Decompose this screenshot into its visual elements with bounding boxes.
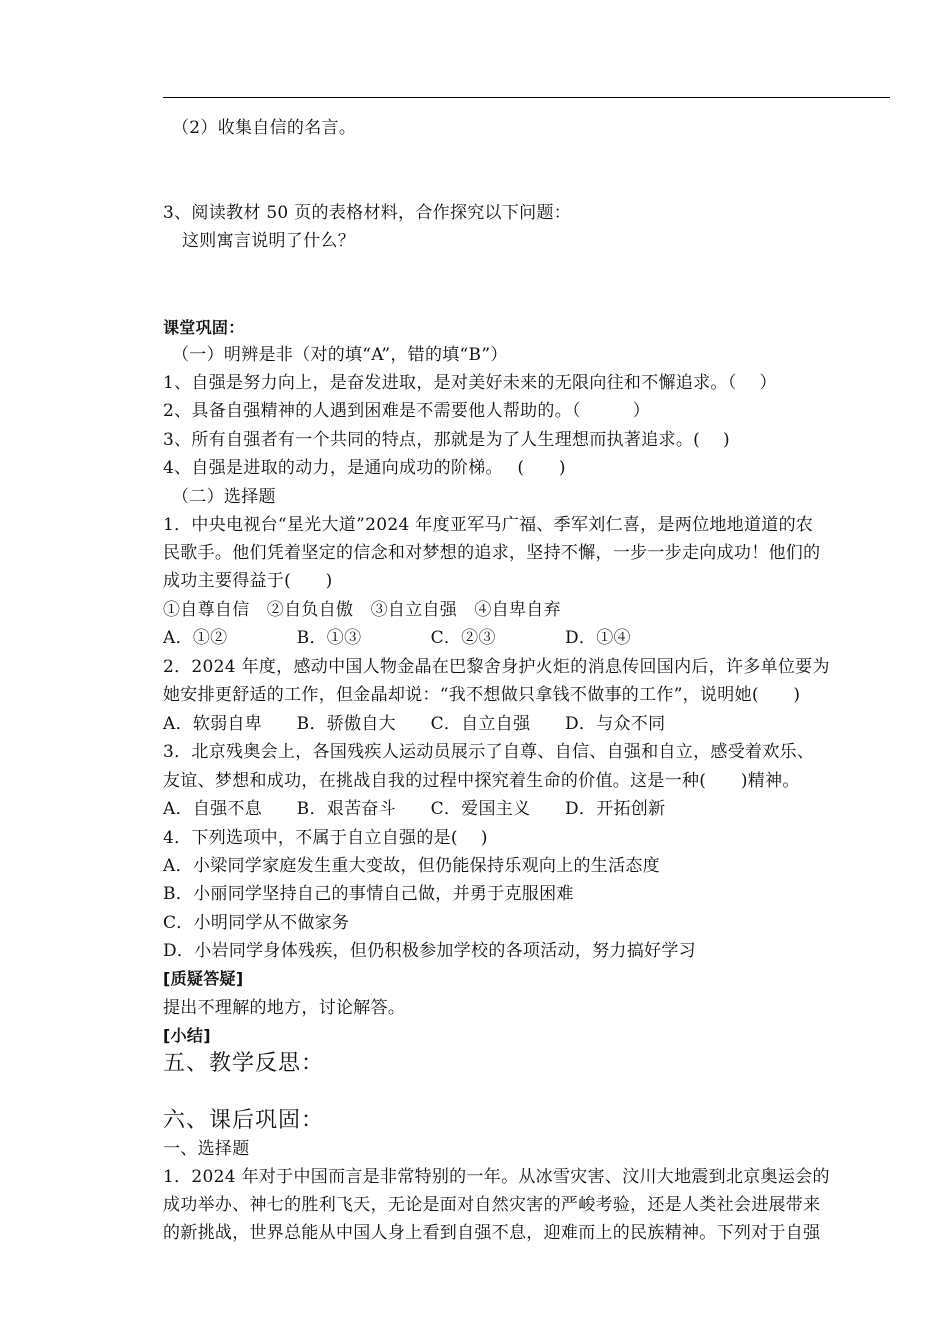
after-class-question-1-line-2: 成功举办、神七的胜利飞天，无论是面对自然灾害的严峻考验，还是人类社会进展带来 (163, 1195, 821, 1215)
after-class-part-1-heading: 一、选择题 (163, 1139, 250, 1159)
after-class-question-1-line-1: 1．2024 年对于中国而言是非常特别的一年。从冰雪灾害、汶川大地震到北京奥运会的 (163, 1167, 830, 1187)
questions-instruction: 提出不理解的地方，讨论解答。 (163, 998, 406, 1018)
section-heading-summary: [小结] (163, 1026, 211, 1045)
section-heading-after-class: 六、课后巩固： (163, 1108, 325, 1133)
task-3-heading: 3、阅读教材 50 页的表格材料，合作探究以下问题： (163, 203, 572, 223)
section-heading-teaching-reflection: 五、教学反思： (163, 1051, 325, 1076)
question-1-line-2: 民歌手。他们凭着坚定的信念和对梦想的追求，坚持不懈，一步一步走向成功！他们的 (163, 543, 821, 563)
question-4-option-b: B．小丽同学坚持自己的事情自己做，并勇于克服困难 (163, 884, 574, 904)
after-class-question-1-line-3: 的新挑战，世界总能从中国人身上看到自强不息，迎难而上的民族精神。下列对于自强 (163, 1223, 821, 1243)
question-1-statements: ①自尊自信 ②自负自傲 ③自立自强 ④自卑自弃 (163, 600, 561, 620)
question-4-option-d: D．小岩同学身体残疾，但仍积极参加学校的各项活动，努力搞好学习 (163, 941, 696, 961)
section-heading-classroom-review: 课堂巩固： (163, 318, 245, 337)
question-3-line-1: 3．北京残奥会上，各国残疾人运动员展示了自尊、自信、自强和自立，感受着欢乐、 (163, 742, 815, 762)
question-1-line-3: 成功主要得益于( ) (163, 571, 333, 591)
header-rule (163, 97, 890, 98)
task-3-question: 这则寓言说明了什么？ (182, 231, 355, 251)
question-4-option-a: A．小梁同学家庭发生重大变故，但仍能保持乐观向上的生活态度 (163, 856, 660, 876)
part-1-heading: （一）明辨是非（对的填“A”，错的填“B”） (172, 345, 508, 365)
section-heading-questions: [质疑答疑] (163, 969, 244, 988)
question-2-line-1: 2．2024 年度，感动中国人物金晶在巴黎舍身护火炬的消息传回国内后，许多单位要为 (163, 657, 830, 677)
part-2-heading: （二）选择题 (172, 487, 276, 507)
question-1-line-1: 1．中央电视台“星光大道”2024 年度亚军马广福、季军刘仁喜，是两位地地道道的农 (163, 515, 814, 535)
true-false-item-4: 4、自强是进取的动力，是通向成功的阶梯。 ( ) (163, 458, 566, 478)
true-false-item-3: 3、所有自强者有一个共同的特点，那就是为了人生理想而执著追求。( ) (163, 430, 730, 450)
question-2-line-2: 她安排更舒适的工作，但金晶却说：“我不想做只拿钱不做事的工作”，说明她( ) (163, 685, 801, 705)
question-3-line-2: 友谊、梦想和成功，在挑战自我的过程中探究着生命的价值。这是一种( )精神。 (163, 771, 800, 791)
question-4-option-c: C．小明同学从不做家务 (163, 913, 350, 933)
question-2-options: A．软弱自卑 B．骄傲自大 C．自立自强 D．与众不同 (163, 714, 666, 734)
true-false-item-1: 1、自强是努力向上，是奋发进取，是对美好未来的无限向往和不懈追求。（ ） (163, 373, 777, 393)
question-4-stem: 4．下列选项中，不属于自立自强的是( ) (163, 828, 488, 848)
true-false-item-2: 2、具备自强精神的人遇到困难是不需要他人帮助的。（ ） (163, 401, 651, 421)
question-3-options: A．自强不息 B．艰苦奋斗 C．爱国主义 D．开拓创新 (163, 799, 666, 819)
task-2-collect-quotes: （2）收集自信的名言。 (172, 118, 357, 138)
question-1-options: A．①② B．①③ C．②③ D．①④ (163, 628, 631, 648)
